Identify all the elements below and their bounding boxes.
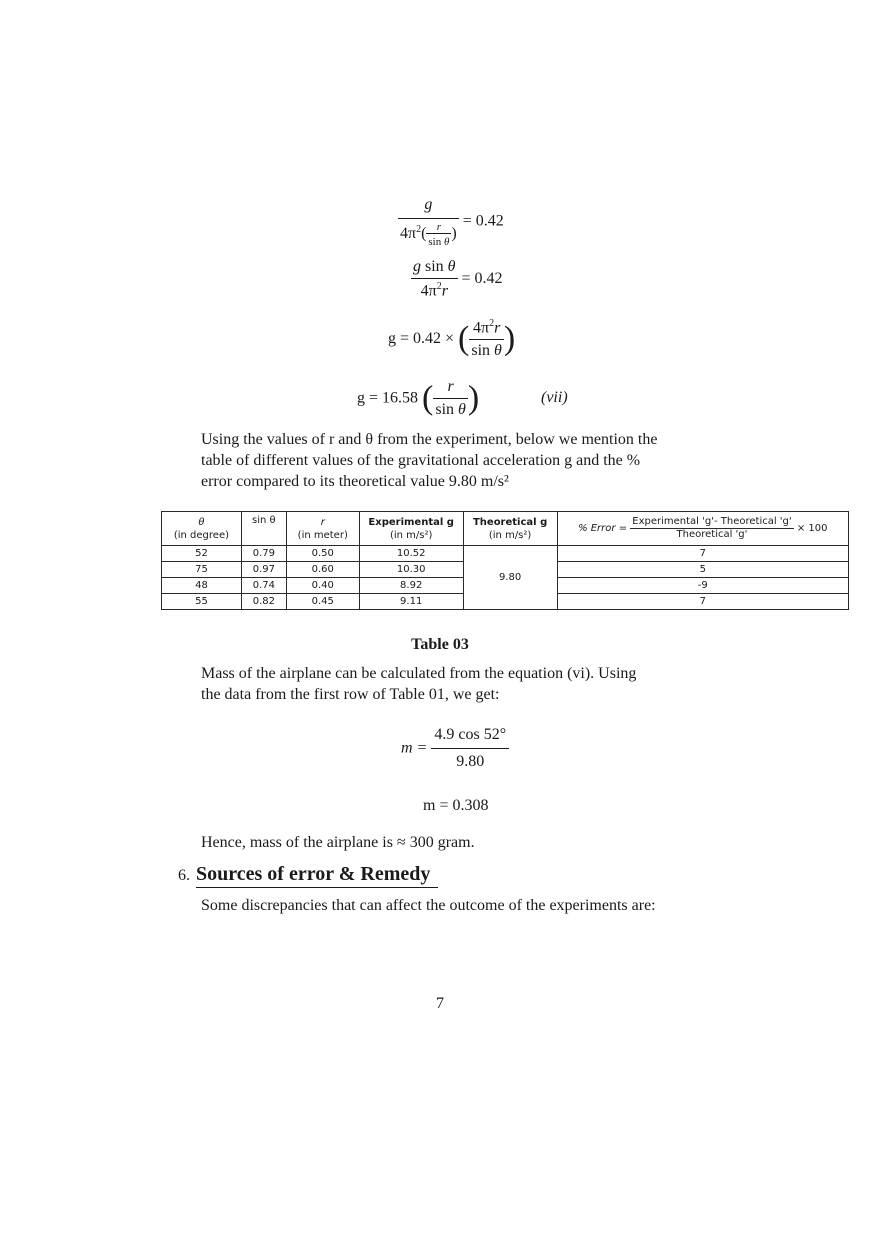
mass-lhs: m = [401,739,428,757]
results-table [161,511,849,610]
table-caption: Table 03 [411,636,469,653]
equation-3: g = 0.42 × ( $\frac{4\pi^2r}{\text{sin θ}}$ ) [388,318,516,360]
equation-2: $\frac{\text{g sin θ}}{4\pi^2r}$ = 0.42 [413,258,503,300]
paragraph-line: the data from the first row of Table 01, we get: [201,686,500,703]
cell-experimental-g: 10.30 [359,562,463,578]
cell-error: -9 [557,578,848,594]
equation-1: g $4\pi^2$( $\frac{r}{\text{sin θ}}$ ) = 0.42 [400,196,504,248]
paragraph-line: error compared to its theoretical value 9.80 m/s² [201,473,509,490]
cell-r: 0.60 [286,562,359,578]
cell-sin: 0.97 [241,562,286,578]
header-percent-error: % Error = Experimental 'g'- Theoretical 'g' Theoretical 'g' × 100 [557,512,848,546]
header-experimental-g: Experimental g (in m/s²) [359,512,463,546]
paragraph-line: Using the values of r and θ from the experiment, below we mention the [201,431,658,448]
cell-theta: 75 [162,562,242,578]
cell-error: 7 [557,546,848,562]
eq3-lhs: g = 0.42 × [388,330,455,348]
header-theoretical-g: Theoretical g (in m/s²) [463,512,557,546]
cell-error: 7 [557,594,848,610]
paragraph-conclusion: Hence, mass of the airplane is ≈ 300 gram. [201,834,475,851]
mass-numerator: 4.9 cos 52° [431,726,509,749]
cell-theta: 48 [162,578,242,594]
equation-label: (vii) [541,389,568,406]
equation-4: g = 16.58 ( $\frac{r}{\text{sin θ}}$ ) [357,378,480,418]
mass-equation [401,726,509,771]
header-theta: θ (in degree) [162,512,242,546]
section-number: 6. [178,867,190,884]
cell-sin: 0.79 [241,546,286,562]
cell-r: 0.50 [286,546,359,562]
section-heading [178,863,438,888]
cell-sin: 0.82 [241,594,286,610]
header-sin: sin θ [241,512,286,546]
cell-theta: 55 [162,594,242,610]
cell-theta: 52 [162,546,242,562]
cell-r: 0.45 [286,594,359,610]
cell-experimental-g: 9.11 [359,594,463,610]
eq2-rhs: = 0.42 [461,269,503,287]
mass-result: m = 0.308 [423,797,489,814]
table-row [162,546,849,562]
section-title: Sources of error & Remedy [196,863,438,888]
table-header-row [162,512,849,546]
cell-sin: 0.74 [241,578,286,594]
paragraph-discrepancies: Some discrepancies that can affect the outcome of the experiments are: [201,897,656,914]
paragraph-intro [201,429,721,492]
cell-theoretical-g: 9.80 [463,546,557,610]
mass-denominator: 9.80 [456,753,485,770]
header-r: r (in meter) [286,512,359,546]
page-number: 7 [436,995,444,1012]
cell-experimental-g: 10.52 [359,546,463,562]
paragraph-mass [201,663,721,705]
cell-r: 0.40 [286,578,359,594]
cell-error: 5 [557,562,848,578]
cell-experimental-g: 8.92 [359,578,463,594]
eq4-lhs: g = 16.58 [357,389,419,407]
paragraph-line: table of different values of the gravitational acceleration g and the % [201,452,641,469]
eq1-rhs: = 0.42 [462,212,504,230]
paragraph-line: Mass of the airplane can be calculated from the equation (vi). Using [201,665,637,682]
